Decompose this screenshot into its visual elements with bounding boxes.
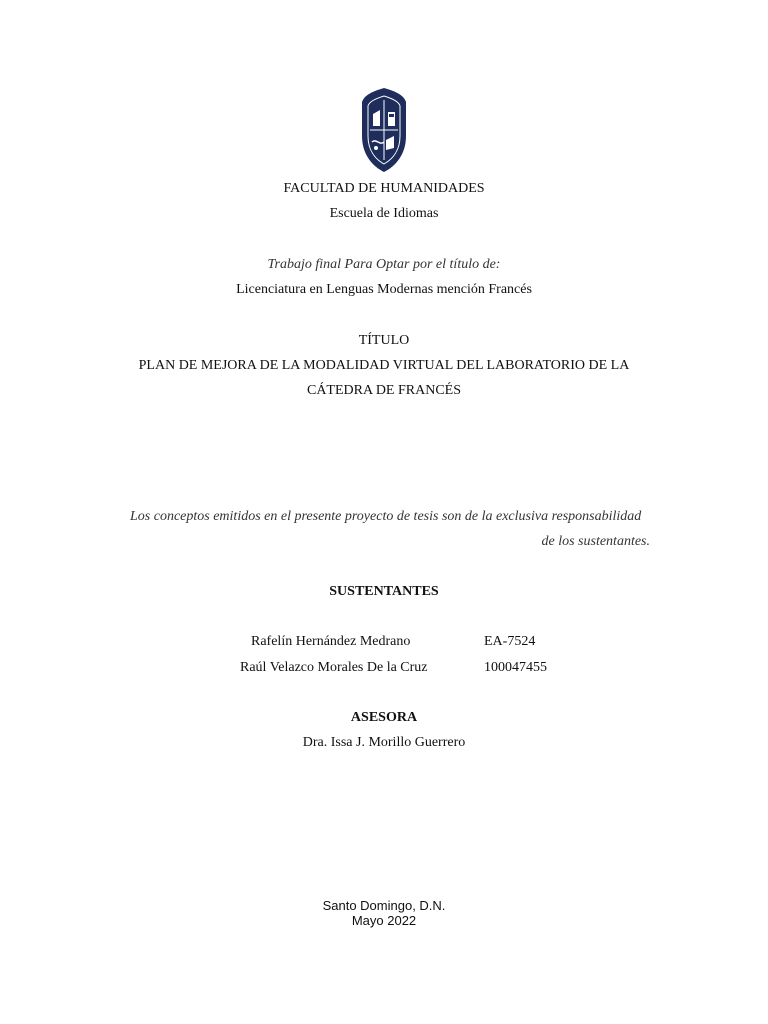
thesis-title-line1: PLAN DE MEJORA DE LA MODALIDAD VIRTUAL DEL LABORATORIO DE LA <box>138 358 630 373</box>
sustentante-id: EA-7524 <box>484 634 536 649</box>
sustentantes-heading: SUSTENTANTES <box>329 584 439 599</box>
sustentante-name: Rafelín Hernández Medrano <box>251 634 411 649</box>
disclaimer-line1: Los conceptos emitidos en el presente proyecto de tesis son de la exclusiva responsabilidad <box>130 509 642 524</box>
school-name: Escuela de Idiomas <box>329 206 439 221</box>
title-label: TÍTULO <box>358 333 410 348</box>
sustentante-id: 100047455 <box>484 660 547 675</box>
asesora-heading: ASESORA <box>350 710 418 725</box>
university-seal-icon <box>360 86 408 174</box>
degree-intro: Trabajo final Para Optar por el título de: <box>267 257 501 272</box>
faculty-name: FACULTAD DE HUMANIDADES <box>283 181 485 196</box>
city: Santo Domingo, D.N. <box>322 898 446 913</box>
sustentante-name: Raúl Velazco Morales De la Cruz <box>240 660 428 675</box>
disclaimer-line2: de los sustentantes. <box>541 534 650 549</box>
date: Mayo 2022 <box>351 913 417 928</box>
disclaimer <box>130 504 650 554</box>
asesora-name: Dra. Issa J. Morillo Guerrero <box>302 735 466 750</box>
thesis-title-line2: CÁTEDRA DE FRANCÉS <box>306 383 462 398</box>
degree-name: Licenciatura en Lenguas Modernas mención Francés <box>236 282 532 297</box>
